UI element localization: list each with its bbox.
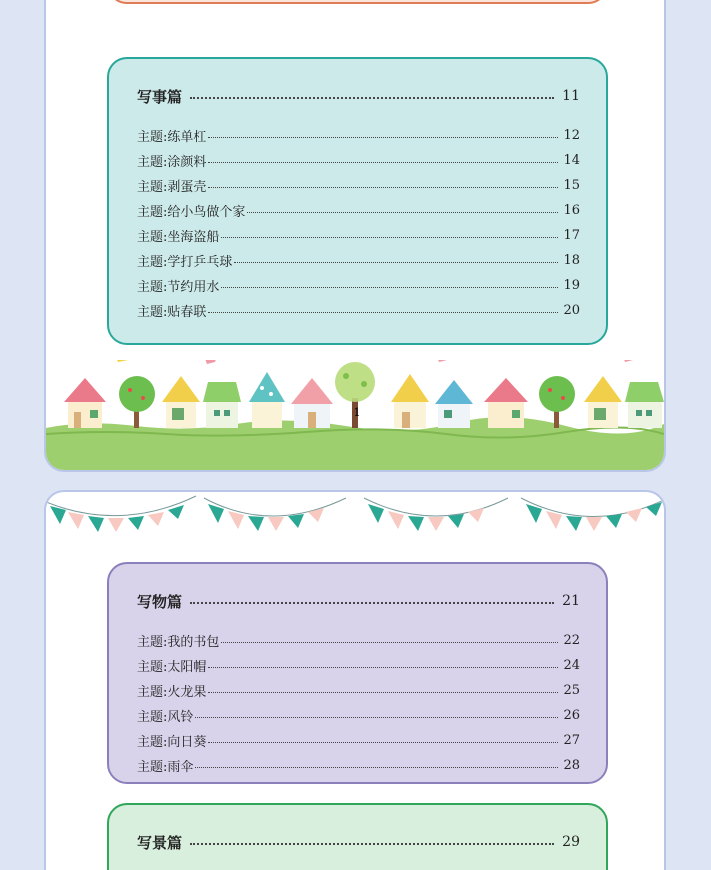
bird-icon (436, 360, 450, 362)
chapter-page: 29 (562, 834, 580, 850)
dot-leader (208, 187, 558, 188)
chapter-title: 写物篇 (137, 592, 183, 611)
toc-item[interactable] (137, 148, 580, 173)
house-icon (391, 374, 429, 428)
toc-item[interactable] (137, 173, 580, 198)
toc-page: 25 (563, 683, 580, 698)
dot-leader (208, 137, 558, 138)
dot-leader (195, 767, 558, 768)
village-illustration (46, 360, 664, 472)
dot-leader (208, 742, 558, 743)
dot-leader (208, 162, 558, 163)
previous-chapter-box (107, 0, 608, 4)
toc-label: 主题:剥蛋壳 (137, 180, 207, 195)
chapter-box-shi (107, 57, 608, 345)
toc-page: 24 (563, 658, 580, 673)
toc-item[interactable] (137, 653, 580, 678)
toc-item[interactable] (137, 298, 580, 323)
toc-page: 27 (563, 733, 580, 748)
dot-leader (234, 262, 558, 263)
toc-page: 18 (563, 253, 580, 268)
toc-item[interactable] (137, 703, 580, 728)
toc-item[interactable] (137, 628, 580, 653)
dot-leader (247, 212, 558, 213)
toc-page: 15 (563, 178, 580, 193)
dot-leader (221, 237, 558, 238)
dot-leader (221, 642, 558, 643)
toc-label: 主题:火龙果 (137, 685, 207, 700)
toc-item[interactable] (137, 248, 580, 273)
toc-page: 17 (563, 228, 580, 243)
toc-list (137, 123, 580, 323)
toc-item[interactable] (137, 273, 580, 298)
chapter-heading[interactable] (137, 85, 580, 107)
house-icon (203, 382, 241, 428)
toc-item[interactable] (137, 123, 580, 148)
house-icon (625, 382, 664, 428)
toc-label: 主题:给小鸟做个家 (137, 205, 246, 220)
toc-page: 26 (563, 708, 580, 723)
dot-leader (208, 667, 558, 668)
chapter-page: 11 (562, 88, 580, 104)
toc-label: 主题:学打乒乓球 (137, 255, 233, 270)
dot-leader (221, 287, 558, 288)
house-icon (249, 372, 285, 428)
toc-page: 14 (563, 153, 580, 168)
dot-leader (190, 843, 554, 845)
bird-icon (204, 360, 218, 364)
house-icon (291, 378, 333, 428)
toc-page: 22 (563, 633, 580, 648)
chapter-title: 写景篇 (137, 833, 183, 852)
toc-list (137, 628, 580, 778)
toc-label: 主题:雨伞 (137, 760, 194, 775)
flag-icon (50, 502, 662, 532)
chapter-title: 写事篇 (137, 87, 183, 106)
toc-label: 主题:风铃 (137, 710, 194, 725)
toc-page: 12 (563, 128, 580, 143)
toc-label: 主题:太阳帽 (137, 660, 207, 675)
house-icon (64, 378, 106, 428)
toc-label: 主题:涂颜料 (137, 155, 207, 170)
house-icon (435, 380, 473, 428)
dot-leader (208, 312, 558, 313)
toc-page: 20 (563, 303, 580, 318)
toc-label: 主题:我的书包 (137, 635, 220, 650)
toc-label: 主题:坐海盗船 (137, 230, 220, 245)
dot-leader (190, 97, 554, 99)
chapter-box-jing (107, 803, 608, 870)
toc-page: 16 (563, 203, 580, 218)
chapter-page: 21 (562, 593, 580, 609)
toc-item[interactable] (137, 223, 580, 248)
dot-leader (208, 692, 558, 693)
toc-label: 主题:贴春联 (137, 305, 207, 320)
toc-page: 19 (563, 278, 580, 293)
dot-leader (190, 602, 554, 604)
bird-icon (114, 360, 132, 362)
toc-item[interactable] (137, 753, 580, 778)
toc-label: 主题:向日葵 (137, 735, 207, 750)
toc-item[interactable] (137, 678, 580, 703)
house-icon (484, 378, 528, 428)
page-number: 1 (353, 406, 361, 419)
bird-icon (622, 360, 636, 362)
toc-item[interactable] (137, 728, 580, 753)
dot-leader (195, 717, 558, 718)
toc-item[interactable] (137, 198, 580, 223)
page-top (44, 0, 666, 472)
toc-page: 28 (563, 758, 580, 773)
chapter-heading[interactable] (137, 590, 580, 612)
tree-icon (119, 376, 155, 428)
tree-icon (539, 376, 575, 428)
house-icon (584, 376, 622, 428)
page-bottom (44, 490, 666, 870)
chapter-heading[interactable] (137, 831, 580, 853)
chapter-box-wu (107, 562, 608, 784)
house-icon (162, 376, 200, 428)
bunting-banner (46, 492, 664, 542)
toc-label: 主题:节约用水 (137, 280, 220, 295)
toc-label: 主题:练单杠 (137, 130, 207, 145)
